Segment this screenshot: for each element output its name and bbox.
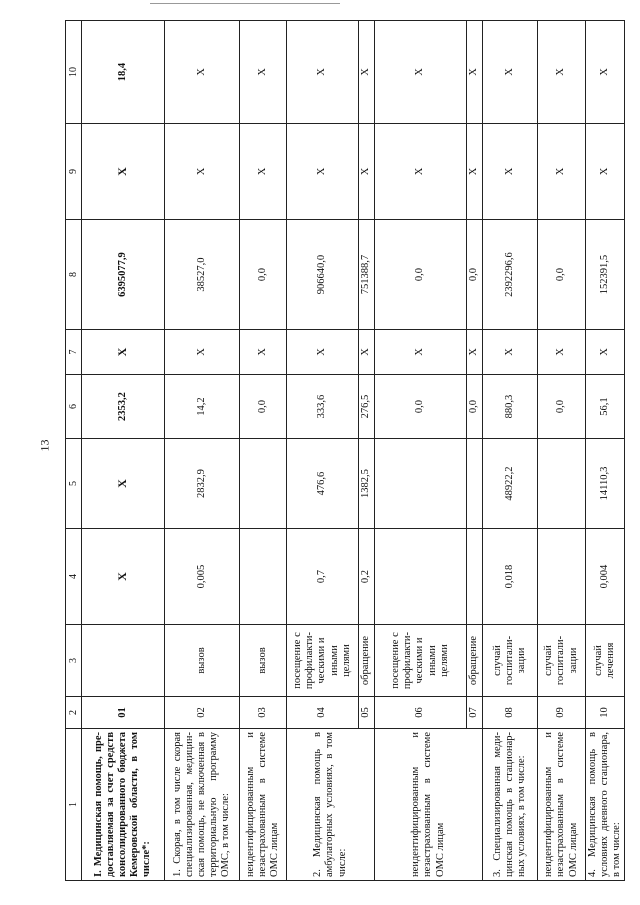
- top-rule: [150, 3, 340, 4]
- column-header: 5: [66, 439, 82, 529]
- cell: [375, 439, 467, 529]
- cell: X: [359, 124, 375, 220]
- rotated-table-frame: [65, 21, 623, 881]
- unit-cell: случай госпитали-зации: [483, 625, 538, 697]
- cell: X: [82, 439, 165, 529]
- table-row: [538, 21, 586, 881]
- header-row: [66, 21, 82, 881]
- cell: 0,0: [240, 220, 287, 330]
- cell: 0,0: [375, 220, 467, 330]
- cell: X: [538, 124, 586, 220]
- cell: 476,6: [287, 439, 359, 529]
- cell: X: [359, 330, 375, 375]
- cell: [538, 529, 586, 625]
- cell: X: [165, 330, 240, 375]
- cell: X: [165, 21, 240, 124]
- cell: X: [467, 124, 483, 220]
- row-label: 1. Скорая, в том числе скорая специализированная, медицин-ская помощь, не включенная в территориальную программу ОМС, в том числе:: [165, 729, 240, 881]
- cell: X: [287, 124, 359, 220]
- column-header: 6: [66, 375, 82, 439]
- row-code: 02: [165, 697, 240, 729]
- cell: 56,1: [586, 375, 625, 439]
- cell: 333,6: [287, 375, 359, 439]
- cell: 0,0: [467, 220, 483, 330]
- cell: X: [375, 21, 467, 124]
- cell: 0,0: [538, 375, 586, 439]
- cell: 880,3: [483, 375, 538, 439]
- cell: X: [538, 330, 586, 375]
- unit-cell: обращение: [467, 625, 483, 697]
- cell: 18,4: [82, 21, 165, 124]
- row-code: 03: [240, 697, 287, 729]
- table-row: [375, 21, 467, 881]
- cell: 0,0: [240, 375, 287, 439]
- cell: 906640,0: [287, 220, 359, 330]
- row-code: 09: [538, 697, 586, 729]
- row-label: 3. Специализированная меди-цинская помощь в стационар-ных условиях, в том числе:: [483, 729, 538, 881]
- row-code: 06: [375, 697, 467, 729]
- cell: X: [586, 124, 625, 220]
- row-label: неидентифицированным и незастрахованным в системе ОМС лицам: [240, 729, 287, 881]
- row-code: 05: [359, 697, 375, 729]
- cell: X: [483, 21, 538, 124]
- unit-cell: вызов: [240, 625, 287, 697]
- cell: 48922,2: [483, 439, 538, 529]
- cell: [375, 529, 467, 625]
- cell: X: [82, 330, 165, 375]
- cell: [467, 439, 483, 529]
- cell: X: [586, 330, 625, 375]
- cell: 152391,5: [586, 220, 625, 330]
- unit-cell: [82, 625, 165, 697]
- unit-cell: случай госпитали-зации: [538, 625, 586, 697]
- cell: X: [467, 330, 483, 375]
- cell: [240, 439, 287, 529]
- cell: X: [240, 124, 287, 220]
- cell: X: [483, 124, 538, 220]
- row-label: I. Медицинская помощь, пре-доставляемая за счет средств консолидированного бюджета Кемеровской области, в том числе*:: [82, 729, 165, 881]
- row-code: 04: [287, 697, 359, 729]
- row-code: 01: [82, 697, 165, 729]
- column-header: 8: [66, 220, 82, 330]
- cell: 6395077,9: [82, 220, 165, 330]
- unit-cell: случай лечения: [586, 625, 625, 697]
- cell: [467, 529, 483, 625]
- row-code: 07: [467, 697, 483, 729]
- cell: 2392296,6: [483, 220, 538, 330]
- cell: X: [82, 124, 165, 220]
- unit-cell: посещение с профилакти-ческими и иными целями: [375, 625, 467, 697]
- column-header: 2: [66, 697, 82, 729]
- cell: 0,7: [287, 529, 359, 625]
- cell: X: [586, 21, 625, 124]
- cell: 0,0: [467, 375, 483, 439]
- cell: 2353,2: [82, 375, 165, 439]
- column-header: 10: [66, 21, 82, 124]
- cell: 0,0: [375, 375, 467, 439]
- row-code: 10: [586, 697, 625, 729]
- cell: 0,004: [586, 529, 625, 625]
- row-label: неидентифицированным и незастрахованным в системе ОМС лицам: [538, 729, 586, 881]
- cell: 0,005: [165, 529, 240, 625]
- cell: 14,2: [165, 375, 240, 439]
- cell: X: [240, 21, 287, 124]
- column-header: 1: [66, 729, 82, 881]
- cell: X: [287, 330, 359, 375]
- cell: X: [538, 21, 586, 124]
- cell: [538, 439, 586, 529]
- cell: 0,0: [538, 220, 586, 330]
- cell: X: [287, 21, 359, 124]
- column-header: 3: [66, 625, 82, 697]
- row-label: 2. Медицинская помощь в амбулаторных условиях, в том числе:: [287, 729, 375, 881]
- row-label: неидентифицированным и незастрахованным в системе ОМС лицам: [375, 729, 483, 881]
- cell: 38527,0: [165, 220, 240, 330]
- cell: 14110,3: [586, 439, 625, 529]
- cell: X: [165, 124, 240, 220]
- column-header: 4: [66, 529, 82, 625]
- table-row: [483, 21, 538, 881]
- unit-cell: вызов: [165, 625, 240, 697]
- table-row: [287, 21, 359, 881]
- cell: X: [483, 330, 538, 375]
- cell: 1382,5: [359, 439, 375, 529]
- cell: 0,2: [359, 529, 375, 625]
- cell: 0,018: [483, 529, 538, 625]
- unit-cell: обращение: [359, 625, 375, 697]
- cell: X: [467, 21, 483, 124]
- cell: 276,5: [359, 375, 375, 439]
- cell: X: [240, 330, 287, 375]
- cell: X: [375, 330, 467, 375]
- table-row: [165, 21, 240, 881]
- row-label: 4. Медицинская помощь в условиях дневного стационара, в том числе:: [586, 729, 625, 881]
- table-row: [82, 21, 165, 881]
- cell: [240, 529, 287, 625]
- cell: 751388,7: [359, 220, 375, 330]
- unit-cell: посещение с профилакти-ческими и иными целями: [287, 625, 359, 697]
- row-code: 08: [483, 697, 538, 729]
- cell: 2832,9: [165, 439, 240, 529]
- table-row: [586, 21, 625, 881]
- table-row: [240, 21, 287, 881]
- cell: X: [375, 124, 467, 220]
- data-table: [65, 20, 625, 881]
- cell: X: [359, 21, 375, 124]
- column-header: 7: [66, 330, 82, 375]
- cell: X: [82, 529, 165, 625]
- page-number: 13: [37, 439, 52, 452]
- column-header: 9: [66, 124, 82, 220]
